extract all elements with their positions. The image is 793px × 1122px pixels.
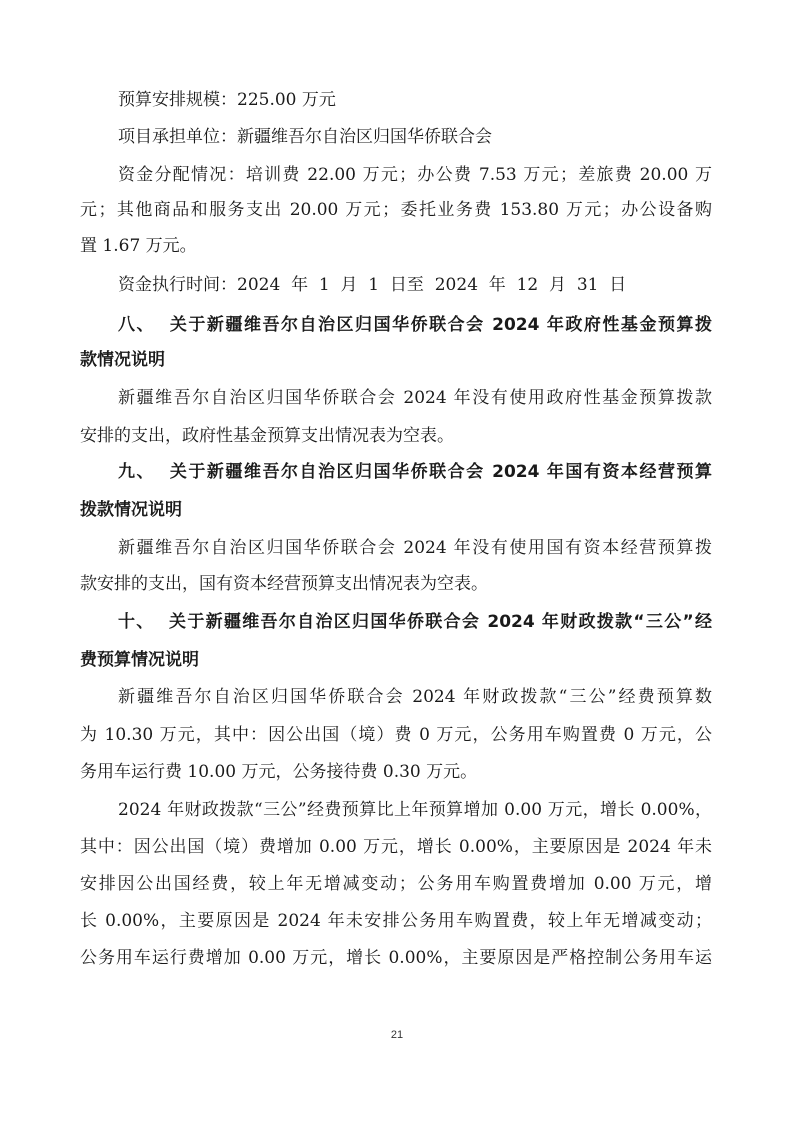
allocation-line: 元；其他商品和服务支出 20.00 万元；委托业务费 153.80 万元；办公设备购 [80, 200, 712, 220]
body-line: 其中：因公出国（境）费增加 0.00 万元，增长 0.00%，主要原因是 2024 年未 [80, 837, 712, 857]
body-line: 为 10.30 万元，其中：因公出国（境）费 0 万元，公务用车购置费 0 万元，公 [80, 725, 712, 745]
body-line: 款安排的支出，国有资本经营预算支出情况表为空表。 [80, 574, 488, 594]
project-unit-line: 项目承担单位：新疆维吾尔自治区归国华侨联合会 [118, 127, 492, 147]
execution-period-line: 资金执行时间：2024 年 1 月 1 日至 2024 年 12 月 31 日 [118, 275, 627, 295]
section-heading: 款情况说明 [80, 350, 165, 370]
body-line: 务用车运行费 10.00 万元，公务接待费 0.30 万元。 [80, 762, 478, 782]
body-line: 新疆维吾尔自治区归国华侨联合会 2024 年没有使用国有资本经营预算拨 [118, 538, 712, 558]
section-heading: 八、 关于新疆维吾尔自治区归国华侨联合会 2024 年政府性基金预算拨 [118, 315, 712, 335]
allocation-line: 置 1.67 万元。 [80, 236, 197, 256]
body-line: 安排因公出国经费，较上年无增减变动；公务用车购置费增加 0.00 万元，增 [80, 874, 712, 894]
body-line: 长 0.00%，主要原因是 2024 年未安排公务用车购置费，较上年无增减变动； [80, 911, 712, 931]
page-number: 21 [390, 1029, 404, 1041]
body-line: 新疆维吾尔自治区归国华侨联合会 2024 年财政拨款“三公”经费预算数 [118, 687, 712, 707]
body-line: 安排的支出，政府性基金预算支出情况表为空表。 [80, 426, 454, 446]
allocation-line: 资金分配情况：培训费 22.00 万元；办公费 7.53 万元；差旅费 20.00 万 [118, 165, 712, 185]
section-heading: 费预算情况说明 [80, 650, 199, 670]
body-line: 2024 年财政拨款“三公”经费预算比上年预算增加 0.00 万元，增长 0.00%， [118, 800, 712, 820]
section-heading: 十、 关于新疆维吾尔自治区归国华侨联合会 2024 年财政拨款“三公”经 [118, 612, 712, 632]
section-heading: 九、 关于新疆维吾尔自治区归国华侨联合会 2024 年国有资本经营预算 [118, 462, 712, 482]
body-line: 公务用车运行费增加 0.00 万元，增长 0.00%，主要原因是严格控制公务用车运 [80, 948, 712, 968]
body-line: 新疆维吾尔自治区归国华侨联合会 2024 年没有使用政府性基金预算拨款 [118, 388, 712, 408]
budget-scale-line: 预算安排规模：225.00 万元 [118, 90, 336, 110]
section-heading: 拨款情况说明 [80, 500, 182, 520]
